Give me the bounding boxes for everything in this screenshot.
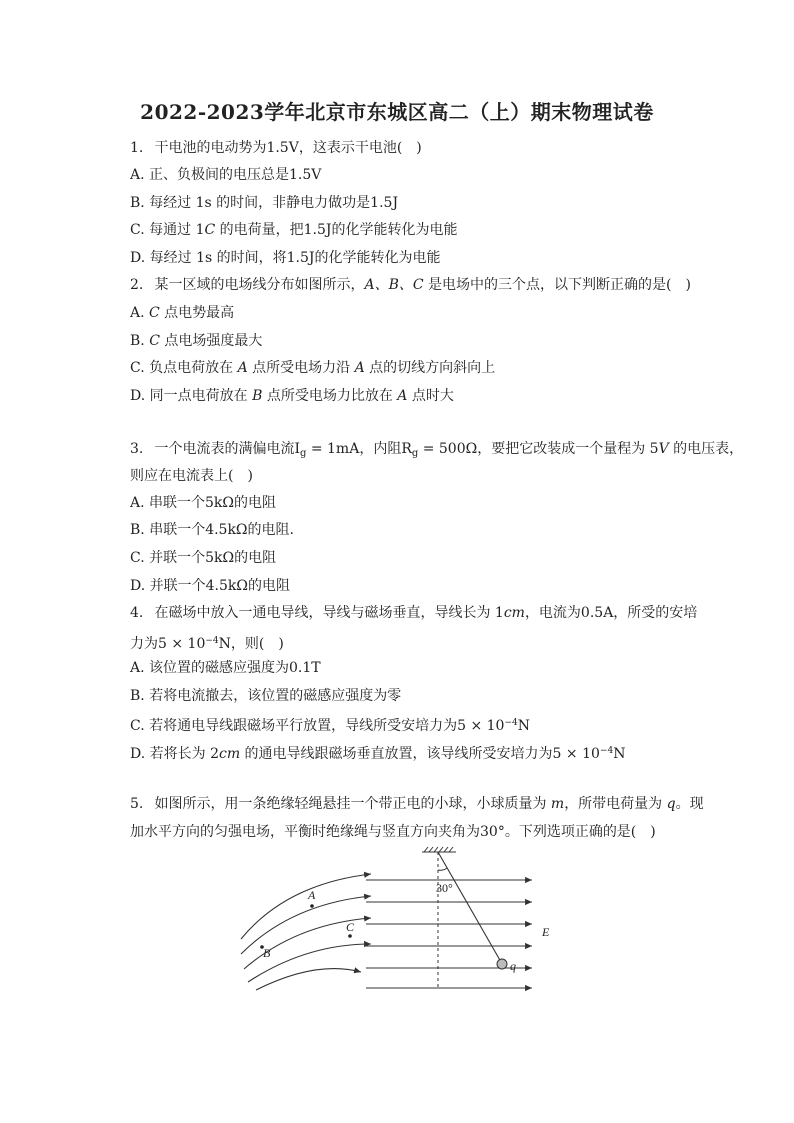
q4-d-mid: 的通电导线跟磁场垂直放置，该导线所受安培力为5 × 10 bbox=[240, 746, 600, 762]
q3-sub-g2: g bbox=[411, 448, 419, 459]
q2-b-pre: B. bbox=[130, 333, 150, 349]
q4-d-post: N bbox=[613, 746, 626, 762]
page-title: 2022-2023学年北京市东城区高二（上）期末物理试卷 bbox=[140, 100, 654, 124]
question-4-option-a: A. 该位置的磁感应强度为0.1T bbox=[130, 660, 321, 676]
label-q: q bbox=[510, 959, 516, 973]
question-1-option-c bbox=[130, 220, 458, 240]
q5-stem-part3: 。现 bbox=[675, 796, 704, 812]
q2-c-post: 点的切线方向斜向上 bbox=[364, 360, 496, 376]
q2-d-mid: 点所受电场力比放在 bbox=[262, 388, 398, 404]
question-4-stem bbox=[130, 603, 697, 623]
question-2-stem bbox=[130, 275, 691, 295]
q3-stem-b: = 1mA，内阻R bbox=[306, 441, 412, 457]
uniform-field-lines bbox=[366, 880, 532, 988]
question-2-option-a bbox=[130, 303, 234, 323]
q2-c-pre: C. 负点电荷放在 bbox=[130, 360, 238, 376]
question-2-option-b bbox=[130, 331, 262, 351]
question-3-option-c: C. 并联一个5kΩ的电阻 bbox=[130, 550, 277, 566]
label-c: C bbox=[346, 920, 355, 934]
q2-a-post: 点电势最高 bbox=[159, 305, 235, 321]
point-a-dot bbox=[310, 904, 314, 908]
q5-var-m: m bbox=[550, 796, 565, 812]
question-2-option-d bbox=[130, 386, 454, 406]
charged-ball bbox=[497, 959, 507, 969]
q4-c-pre: C. 若将通电导线跟磁场平行放置，导线所受安培力为5 × 10 bbox=[130, 718, 505, 734]
question-1-option-b: B. 每经过 1s 的时间，非静电力做功是1.5J bbox=[130, 195, 399, 211]
q3-var-v: V bbox=[658, 441, 669, 457]
question-3-stem bbox=[130, 439, 743, 464]
label-a: A bbox=[308, 888, 316, 902]
q4-var-cm: cm bbox=[503, 605, 525, 621]
q2-d-pre: D. 同一点电荷放在 bbox=[130, 388, 253, 404]
point-c-dot bbox=[348, 934, 352, 938]
q4-d-pre: D. 若将长为 2 bbox=[130, 746, 219, 762]
question-2-option-c bbox=[130, 358, 495, 378]
q2-stem-vars: A、B、C bbox=[364, 277, 424, 293]
q2-c-var1: A bbox=[237, 360, 248, 376]
q3-sub-g1: g bbox=[299, 448, 307, 459]
question-3-number: 3. bbox=[130, 441, 144, 457]
field-line-5 bbox=[256, 969, 361, 990]
question-5-stem bbox=[130, 794, 704, 814]
question-3-option-b: B. 串联一个4.5kΩ的电阻. bbox=[130, 522, 294, 538]
q5-stem-part2: ，所带电荷量为 bbox=[564, 796, 667, 812]
question-3-stem-line2: 则应在电流表上( ) bbox=[130, 468, 253, 484]
q5-var-q: q bbox=[666, 796, 676, 812]
question-4-stem-line2 bbox=[130, 631, 284, 654]
q1-c-var: C bbox=[204, 222, 216, 238]
question-5-stem-line2: 加水平方向的匀强电场，平衡时绝缘绳与竖直方向夹角为30°。下列选项正确的是( ) bbox=[130, 824, 656, 840]
label-b: B bbox=[263, 946, 271, 960]
q1-c-part1: C. 每通过 1 bbox=[130, 222, 205, 238]
question-1-stem bbox=[130, 138, 422, 158]
q2-b-var: C bbox=[149, 333, 160, 349]
q4-c-exp: −4 bbox=[504, 718, 518, 728]
q3-stem-c: = 500Ω，要把它改装成一个量程为 5 bbox=[418, 441, 659, 457]
q4-line2-exp: −4 bbox=[205, 636, 219, 646]
label-e: E bbox=[542, 925, 550, 939]
question-1-option-a: A. 正、负极间的电压总是1.5V bbox=[130, 167, 322, 183]
q4-line2-pre: 力为5 × 10 bbox=[130, 636, 206, 652]
question-1-text: 干电池的电动势为1.5V，这表示干电池( ) bbox=[154, 140, 422, 156]
q2-b-post: 点电场强度最大 bbox=[159, 333, 263, 349]
q2-d-post: 点时大 bbox=[407, 388, 454, 404]
question-1-number: 1. bbox=[130, 140, 144, 156]
question-4-number: 4. bbox=[130, 605, 144, 621]
q2-c-mid: 点所受电场力沿 bbox=[247, 360, 355, 376]
question-2-number: 2. bbox=[130, 277, 144, 293]
q2-d-var1: B bbox=[252, 388, 263, 404]
q1-c-part2: 的电荷量，把1.5J的化学能转化为电能 bbox=[215, 222, 458, 238]
question-4-option-c bbox=[130, 713, 530, 736]
angle-label: 30° bbox=[436, 881, 453, 895]
q2-a-var: C bbox=[149, 305, 160, 321]
question-3-option-d: D. 并联一个4.5kΩ的电阻 bbox=[130, 578, 290, 594]
ceiling-support bbox=[422, 847, 456, 852]
q4-d-exp: −4 bbox=[599, 746, 614, 756]
q2-stem-part2: 是电场中的三个点，以下判断正确的是( ) bbox=[423, 277, 691, 293]
q2-d-var2: A bbox=[397, 388, 408, 404]
question-1-option-d: D. 每经过 1s 的时间，将1.5J的化学能转化为电能 bbox=[130, 250, 441, 266]
question-4-option-b: B. 若将电流撤去，该位置的磁感应强度为零 bbox=[130, 688, 402, 704]
q4-d-var: cm bbox=[218, 746, 241, 762]
physics-figure bbox=[236, 844, 556, 994]
q5-stem-part1: 如图所示，用一条绝缘轻绳悬挂一个带正电的小球，小球质量为 bbox=[154, 796, 551, 812]
q2-stem-part1: 某一区域的电场线分布如图所示， bbox=[154, 277, 365, 293]
q2-a-pre: A. bbox=[130, 305, 150, 321]
q4-c-post: N bbox=[517, 718, 530, 734]
q4-line2-post: N，则( ) bbox=[218, 636, 284, 652]
angle-arc bbox=[438, 868, 447, 870]
q4-stem-part1: 在磁场中放入一通电导线，导线与磁场垂直，导线长为 1 bbox=[154, 605, 504, 621]
q4-stem-part2: ，电流为0.5A，所受的安培 bbox=[524, 605, 698, 621]
q2-c-var2: A bbox=[354, 360, 365, 376]
question-5-number: 5. bbox=[130, 796, 144, 812]
q3-stem-d: 的电压表， bbox=[668, 441, 744, 457]
q3-stem-a: 一个电流表的满偏电流I bbox=[154, 441, 300, 457]
question-4-option-d bbox=[130, 741, 625, 764]
question-3-option-a: A. 串联一个5kΩ的电阻 bbox=[130, 495, 277, 511]
